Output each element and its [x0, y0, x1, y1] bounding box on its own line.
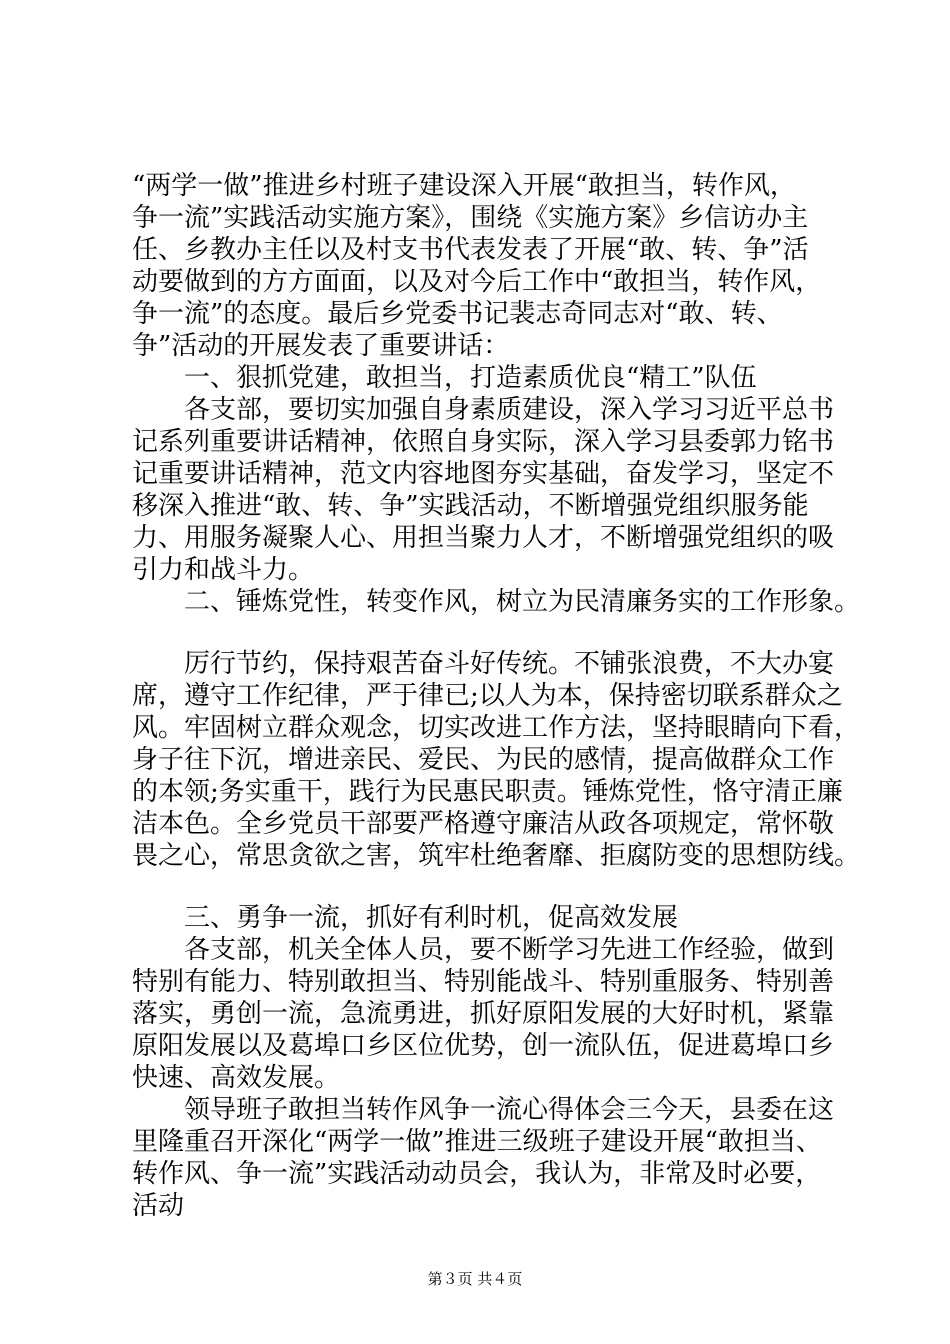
- text-line: 的本领;务实重干，践行为民惠民职责。锤炼党性，恪守清正廉: [132, 777, 843, 807]
- text-line: 记系列重要讲话精神，依照自身实际，深入学习县委郭力铭书: [132, 427, 835, 457]
- text-line: 原阳发展以及葛埠口乡区位优势，创一流队伍，促进葛埠口乡: [132, 1031, 835, 1061]
- text-line: 动要做到的方方面面，以及对今后工作中“敢担当，转作风，: [132, 267, 822, 297]
- text-line: 风。牢固树立群众观念，切实改进工作方法，坚持眼睛向下看，: [132, 713, 861, 743]
- text-line: 里隆重召开深化“两学一做”推进三级班子建设开展“敢担当、: [132, 1127, 822, 1157]
- section-heading-1: 一、狠抓党建，敢担当，打造素质优良“精工”队伍: [132, 363, 757, 393]
- text-line: 转作风、争一流”实践活动动员会，我认为，非常及时必要，: [132, 1159, 822, 1189]
- document-body: [132, 170, 861, 1222]
- text-line: 洁本色。全乡党员干部要严格遵守廉洁从政各项规定，常怀敬: [132, 809, 835, 839]
- text-line: 各支部，机关全体人员，要不断学习先进工作经验，做到: [132, 935, 835, 965]
- text-line: 争”活动的开展发表了重要讲话：: [132, 331, 510, 361]
- text-line: 记重要讲话精神，范文内容地图夯实基础，奋发学习，坚定不: [132, 459, 835, 489]
- text-line: 各支部，要切实加强自身素质建设，深入学习习近平总书: [132, 395, 835, 425]
- paragraph-gap: [132, 872, 854, 902]
- text-line: 身子往下沉，增进亲民、爱民、为民的感情，提高做群众工作: [132, 745, 835, 775]
- section-heading-3: 三、勇争一流，抓好有利时机，促高效发展: [132, 903, 679, 933]
- text-line: 引力和战斗力。: [132, 555, 315, 585]
- page-number-footer: 第３页 共４页: [427, 1270, 523, 1288]
- text-line: 特别有能力、特别敢担当、特别能战斗、特别重服务、特别善: [132, 967, 835, 997]
- text-line: “两学一做”推进乡村班子建设深入开展“敢担当，转作风，: [132, 171, 796, 201]
- text-line: 活动: [132, 1191, 185, 1221]
- paragraph-gap: [132, 618, 854, 648]
- text-line: 力、用服务凝聚人心、用担当聚力人才，不断增强党组织的吸: [132, 523, 835, 553]
- text-line: 快速、高效发展。: [132, 1063, 341, 1093]
- section-heading-2: 二、锤炼党性，转变作风，树立为民清廉务实的工作形象。: [132, 587, 861, 617]
- text-line: 移深入推进“敢、转、争”实践活动，不断增强党组织服务能: [132, 491, 809, 521]
- text-line: 领导班子敢担当转作风争一流心得体会三今天，县委在这: [132, 1095, 835, 1125]
- text-line: 畏之心，常思贪欲之害，筑牢杜绝奢靡、拒腐防变的思想防线。: [132, 841, 861, 871]
- text-line: 争一流”实践活动实施方案》，围绕《实施方案》乡信访办主: [132, 203, 809, 233]
- text-line: 争一流”的态度。最后乡党委书记裴志奇同志对“敢、转、: [132, 299, 783, 329]
- text-line: 落实，勇创一流，急流勇进，抓好原阳发展的大好时机，紧靠: [132, 999, 835, 1029]
- text-line: 厉行节约，保持艰苦奋斗好传统。不铺张浪费，不大办宴: [132, 649, 835, 679]
- text-line: 任、乡教办主任以及村支书代表发表了开展“敢、转、争”活: [132, 235, 809, 265]
- text-line: 席，遵守工作纪律，严于律已;以人为本，保持密切联系群众之: [132, 681, 843, 711]
